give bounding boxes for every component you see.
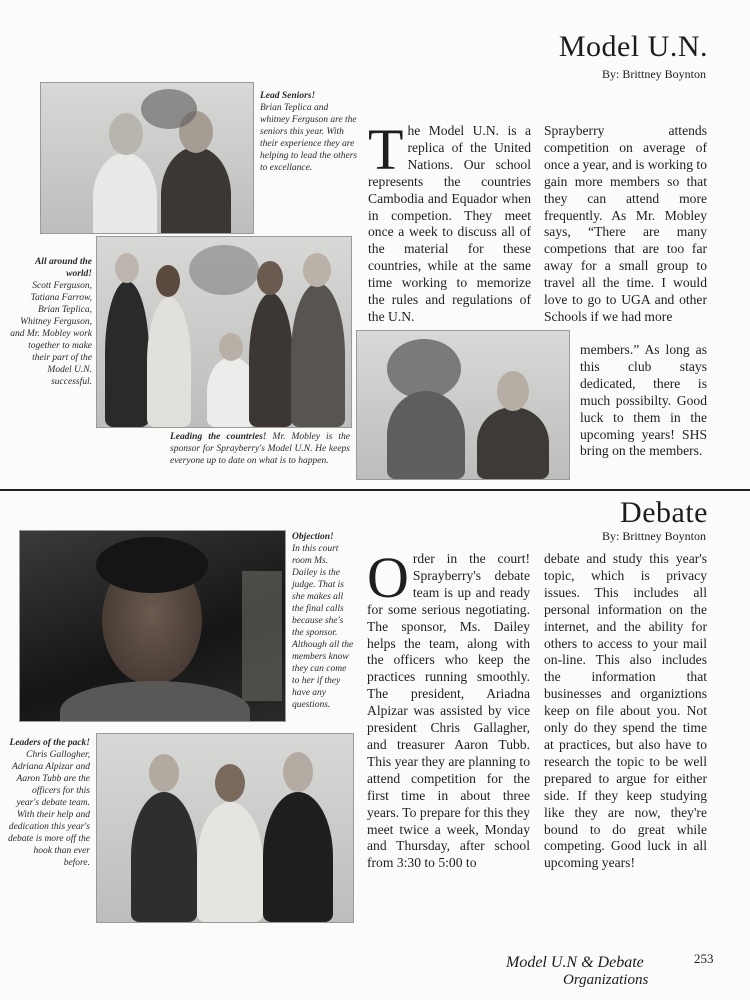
photo-objection bbox=[19, 530, 286, 722]
modelun-body-col2b bbox=[580, 342, 707, 460]
modelun-body-col2a bbox=[544, 123, 707, 326]
caption-leading-countries-head: Leading the countries! bbox=[170, 432, 267, 442]
caption-all-around-text: Scott Ferguson, Tatiana Farrow, Brian Teplica, Whitney Ferguson, and Mr. Mobley work together to make their part of the Model U.N. successful. bbox=[10, 281, 92, 387]
caption-all-around bbox=[8, 256, 92, 388]
debate-body-col1 bbox=[367, 545, 530, 872]
debate-col2-text: debate and study this year's topic, which is privacy issues. This includes all personal information on the internet, and the ability for others to access to your mail on-line. This also includes the information that businesses and organiztions keep on file about you. Not only do they spend the time at practices, but also have to research the topic to be well prepared to argue for either side. If they keep studying like they are now, they're bound to do great while competing. Good luck in all upcoming years! bbox=[544, 551, 707, 871]
caption-objection bbox=[292, 531, 354, 711]
modelun-col2a-text: Sprayberry attends competition on average of once a year, and is working to gain more members so that they can attend more frequently. As Mr. Mobley says, “There are many competions that are too far away for a small group to travel all the time. I would love to go to UGA and other Schools if we had more bbox=[544, 123, 707, 324]
caption-objection-head: Objection! bbox=[292, 532, 334, 542]
footer-line1: Model U.N & Debate bbox=[506, 954, 644, 971]
page-number: 253 bbox=[694, 951, 714, 966]
photo-all-around bbox=[96, 236, 352, 428]
caption-all-around-head: All around the world! bbox=[34, 257, 92, 279]
caption-lead-seniors-head: Lead Seniors! bbox=[260, 91, 316, 101]
modelun-col2b-text: members.” As long as this club stays dedicated, there is much possibilty. Good luck to them in the upcoming years! SHS bring on the members. bbox=[580, 342, 707, 459]
caption-leaders-head: Leaders of the pack! bbox=[9, 738, 90, 748]
caption-leading-countries-text: Mr. Mobley is the sponsor for Sprayberry's Model U.N. He keeps everyone up to date on what is to happen. bbox=[170, 432, 350, 466]
caption-objection-text: In this court room Ms. Dailey is the judge. That is she makes all the final calls because she's the sponsor. Although all the members know they can come to her if they have any questions. bbox=[292, 544, 354, 710]
debate-col1-text: rder in the court! Sprayberry's debate team is up and ready for some serious negotiating. The sponsor, Ms. Dailey helps the team, along with the officers who keep the practices running smoothly. The president, Ariadna Alpizar was assisted by vice president Chris Gallagher, and treasurer Aaron Tubb. This year they are planning to attend competition for the first time in about three years. To prepare for this they meet twice a week, Monday and Thursday, after school from 3:30 to 5:00 to bbox=[367, 551, 530, 871]
photo-sponsor-mascot bbox=[356, 330, 570, 480]
modelun-col1-text: he Model U.N. is a replica of the United Nations. Our school represents the countries Cambodia and Equador when in competion. They meet once a week to discuss all of the material for these countries, while at the same time working to memorize the rules and regulations of the U.N. bbox=[368, 123, 531, 324]
caption-lead-seniors-text: Brian Teplica and whitney Ferguson are the seniors this year. With their experience they are helping to lead the others to excellance. bbox=[260, 103, 358, 173]
debate-body-col2 bbox=[544, 551, 707, 872]
modelun-dropcap: T bbox=[368, 117, 404, 182]
debate-title: Debate bbox=[620, 496, 708, 529]
photo-lead-seniors bbox=[40, 82, 254, 234]
caption-leading-countries bbox=[170, 431, 350, 467]
debate-dropcap: O bbox=[367, 545, 409, 610]
modelun-title: Model U.N. bbox=[558, 30, 708, 63]
caption-leaders-text: Chris Gallogher, Adriana Alpizar and Aaron Tubb are the officers for this year's debate team. With their help and dedication this year's debate is more off the hook than ever before. bbox=[8, 750, 90, 868]
modelun-byline: By: Brittney Boynton bbox=[601, 67, 706, 81]
footer-line2: Organizations bbox=[563, 972, 649, 988]
photo-leaders bbox=[96, 733, 354, 923]
caption-lead-seniors bbox=[260, 90, 360, 174]
modelun-body-col1 bbox=[368, 117, 531, 326]
section-divider bbox=[0, 489, 750, 491]
caption-leaders bbox=[8, 737, 90, 869]
debate-byline: By: Brittney Boynton bbox=[601, 529, 706, 543]
